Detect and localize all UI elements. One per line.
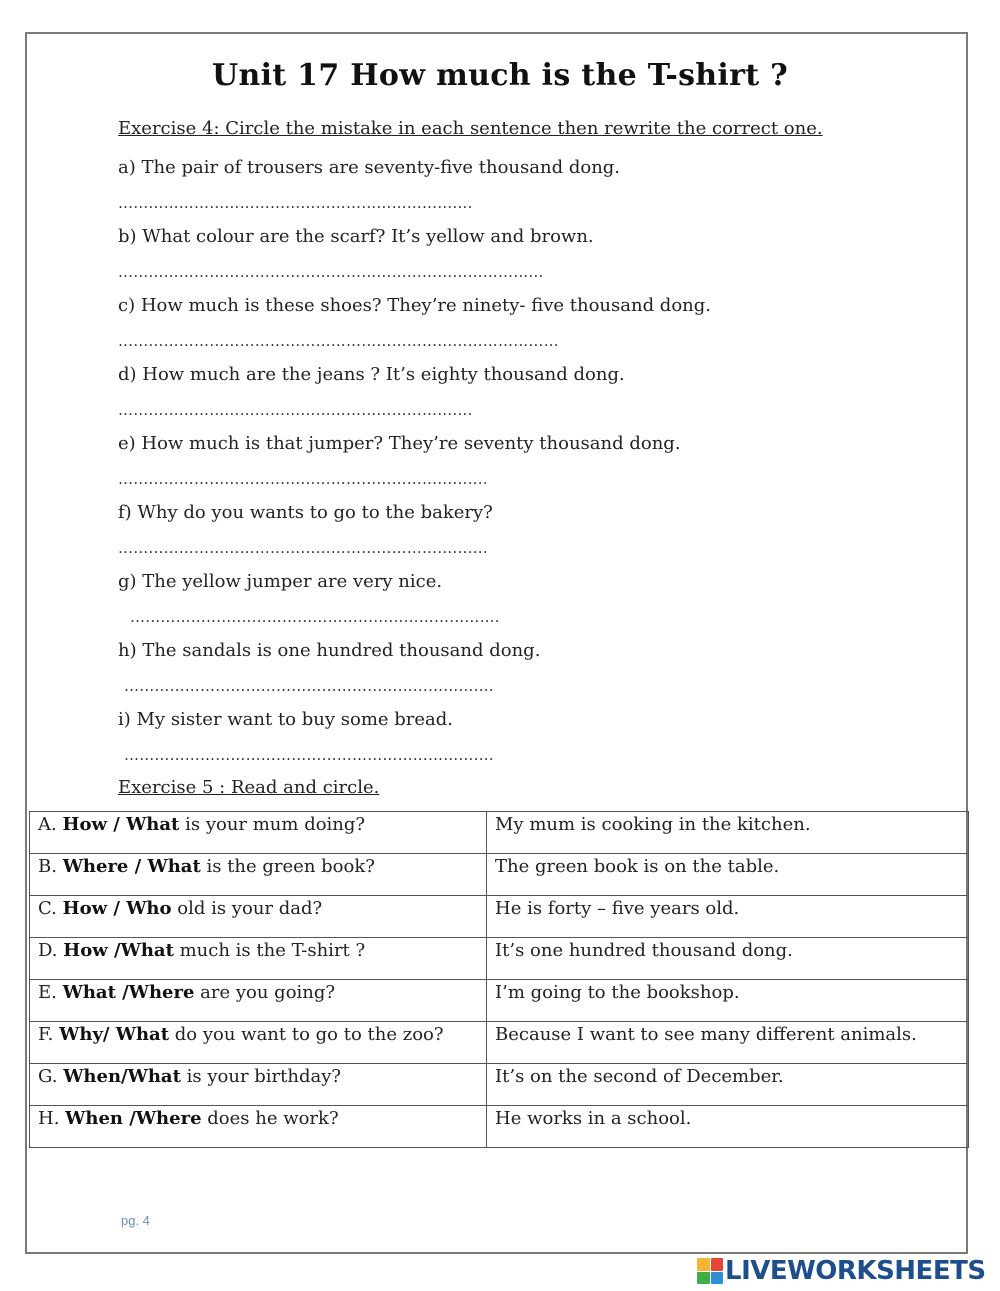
logo-text: LIVEWORKSHEETS	[725, 1256, 986, 1286]
question-text: do you want to go to the zoo?	[169, 1024, 444, 1045]
answer-cell	[487, 896, 969, 938]
ex4-answer-f[interactable]: ……………………………………………………………….	[118, 539, 488, 557]
answer-cell	[487, 1022, 969, 1064]
ex4-item-b: b) What colour are the scarf? It’s yellow and brown.	[118, 226, 594, 247]
question-cell	[30, 896, 487, 938]
answer-text: The green book is on the table.	[495, 856, 780, 877]
answer-cell	[487, 854, 969, 896]
question-cell	[30, 854, 487, 896]
question-cell	[30, 812, 487, 854]
circle-choice[interactable]: Where / What	[62, 856, 201, 877]
answer-text: My mum is cooking in the kitchen.	[495, 814, 811, 835]
answer-text: He is forty – five years old.	[495, 898, 740, 919]
ex4-item-d: d) How much are the jeans ? It’s eighty thousand dong.	[118, 364, 625, 385]
page-number: pg. 4	[121, 1213, 150, 1228]
table-row	[30, 812, 969, 854]
ex4-answer-a[interactable]: …………………………………………………………….	[118, 194, 473, 212]
ex4-item-a: a) The pair of trousers are seventy-five thousand dong.	[118, 157, 621, 178]
logo-icon	[697, 1258, 723, 1284]
ex4-item-i: i) My sister want to buy some bread.	[118, 709, 454, 730]
question-text: old is your dad?	[171, 898, 323, 919]
ex4-answer-b[interactable]: …………………………………………………………………………	[118, 263, 544, 281]
ex4-item-c: c) How much is these shoes? They’re ninety- five thousand dong.	[118, 295, 712, 316]
answer-text: Because I want to see many different animals.	[495, 1024, 917, 1045]
liveworksheets-logo	[697, 1257, 986, 1285]
answer-cell	[487, 812, 969, 854]
exercise4-heading: Exercise 4: Circle the mistake in each sentence then rewrite the correct one.	[118, 118, 823, 139]
question-letter: F.	[38, 1024, 54, 1045]
table-row	[30, 980, 969, 1022]
ex4-item-g: g) The yellow jumper are very nice.	[118, 571, 443, 592]
ex4-answer-g[interactable]: ……………………………………………………………….	[130, 608, 500, 626]
question-letter: E.	[38, 982, 57, 1003]
answer-text: He works in a school.	[495, 1108, 692, 1129]
answer-cell	[487, 1064, 969, 1106]
answer-cell	[487, 938, 969, 980]
question-letter: H.	[38, 1108, 60, 1129]
circle-choice[interactable]: How /What	[63, 940, 174, 961]
question-text: does he work?	[201, 1108, 339, 1129]
answer-text: I’m going to the bookshop.	[495, 982, 740, 1003]
table-row	[30, 938, 969, 980]
circle-choice[interactable]: Why/ What	[59, 1024, 170, 1045]
question-letter: D.	[38, 940, 58, 961]
question-cell	[30, 938, 487, 980]
circle-choice[interactable]: What /Where	[62, 982, 195, 1003]
ex4-answer-d[interactable]: …………………………………………………………….	[118, 401, 473, 419]
circle-choice[interactable]: When /Where	[65, 1108, 202, 1129]
table-row	[30, 896, 969, 938]
question-text: are you going?	[194, 982, 336, 1003]
circle-choice[interactable]: How / What	[62, 814, 180, 835]
question-letter: B.	[38, 856, 57, 877]
question-cell	[30, 1106, 487, 1148]
table-row	[30, 1106, 969, 1148]
exercise5-heading: Exercise 5 : Read and circle.	[118, 777, 380, 798]
answer-cell	[487, 1106, 969, 1148]
circle-choice[interactable]: When/What	[63, 1066, 181, 1087]
question-text: is your birthday?	[180, 1066, 342, 1087]
ex4-answer-h[interactable]: ……………………………………………………………….	[124, 677, 494, 695]
ex4-item-e: e) How much is that jumper? They’re seventy thousand dong.	[118, 433, 681, 454]
question-letter: C.	[38, 898, 57, 919]
table-row	[30, 1064, 969, 1106]
question-cell	[30, 1022, 487, 1064]
question-text: is your mum doing?	[179, 814, 366, 835]
table-row	[30, 1022, 969, 1064]
ex4-item-h: h) The sandals is one hundred thousand dong.	[118, 640, 541, 661]
table-row	[30, 854, 969, 896]
answer-text: It’s one hundred thousand dong.	[495, 940, 793, 961]
answer-cell	[487, 980, 969, 1022]
ex4-answer-e[interactable]: ……………………………………………………………….	[118, 470, 488, 488]
exercise5-table	[29, 811, 969, 1148]
question-text: much is the T-shirt ?	[173, 940, 366, 961]
question-letter: A.	[38, 814, 57, 835]
question-cell	[30, 980, 487, 1022]
circle-choice[interactable]: How / Who	[62, 898, 172, 919]
question-letter: G.	[38, 1066, 58, 1087]
question-cell	[30, 1064, 487, 1106]
ex4-item-f: f) Why do you wants to go to the bakery?	[118, 502, 493, 523]
ex4-answer-c[interactable]: ……………………………………………………………………………	[118, 332, 559, 350]
ex4-answer-i[interactable]: ……………………………………………………………….	[124, 746, 494, 764]
question-text: is the green book?	[200, 856, 375, 877]
page-title: Unit 17 How much is the T-shirt ?	[212, 58, 788, 93]
answer-text: It’s on the second of December.	[495, 1066, 784, 1087]
